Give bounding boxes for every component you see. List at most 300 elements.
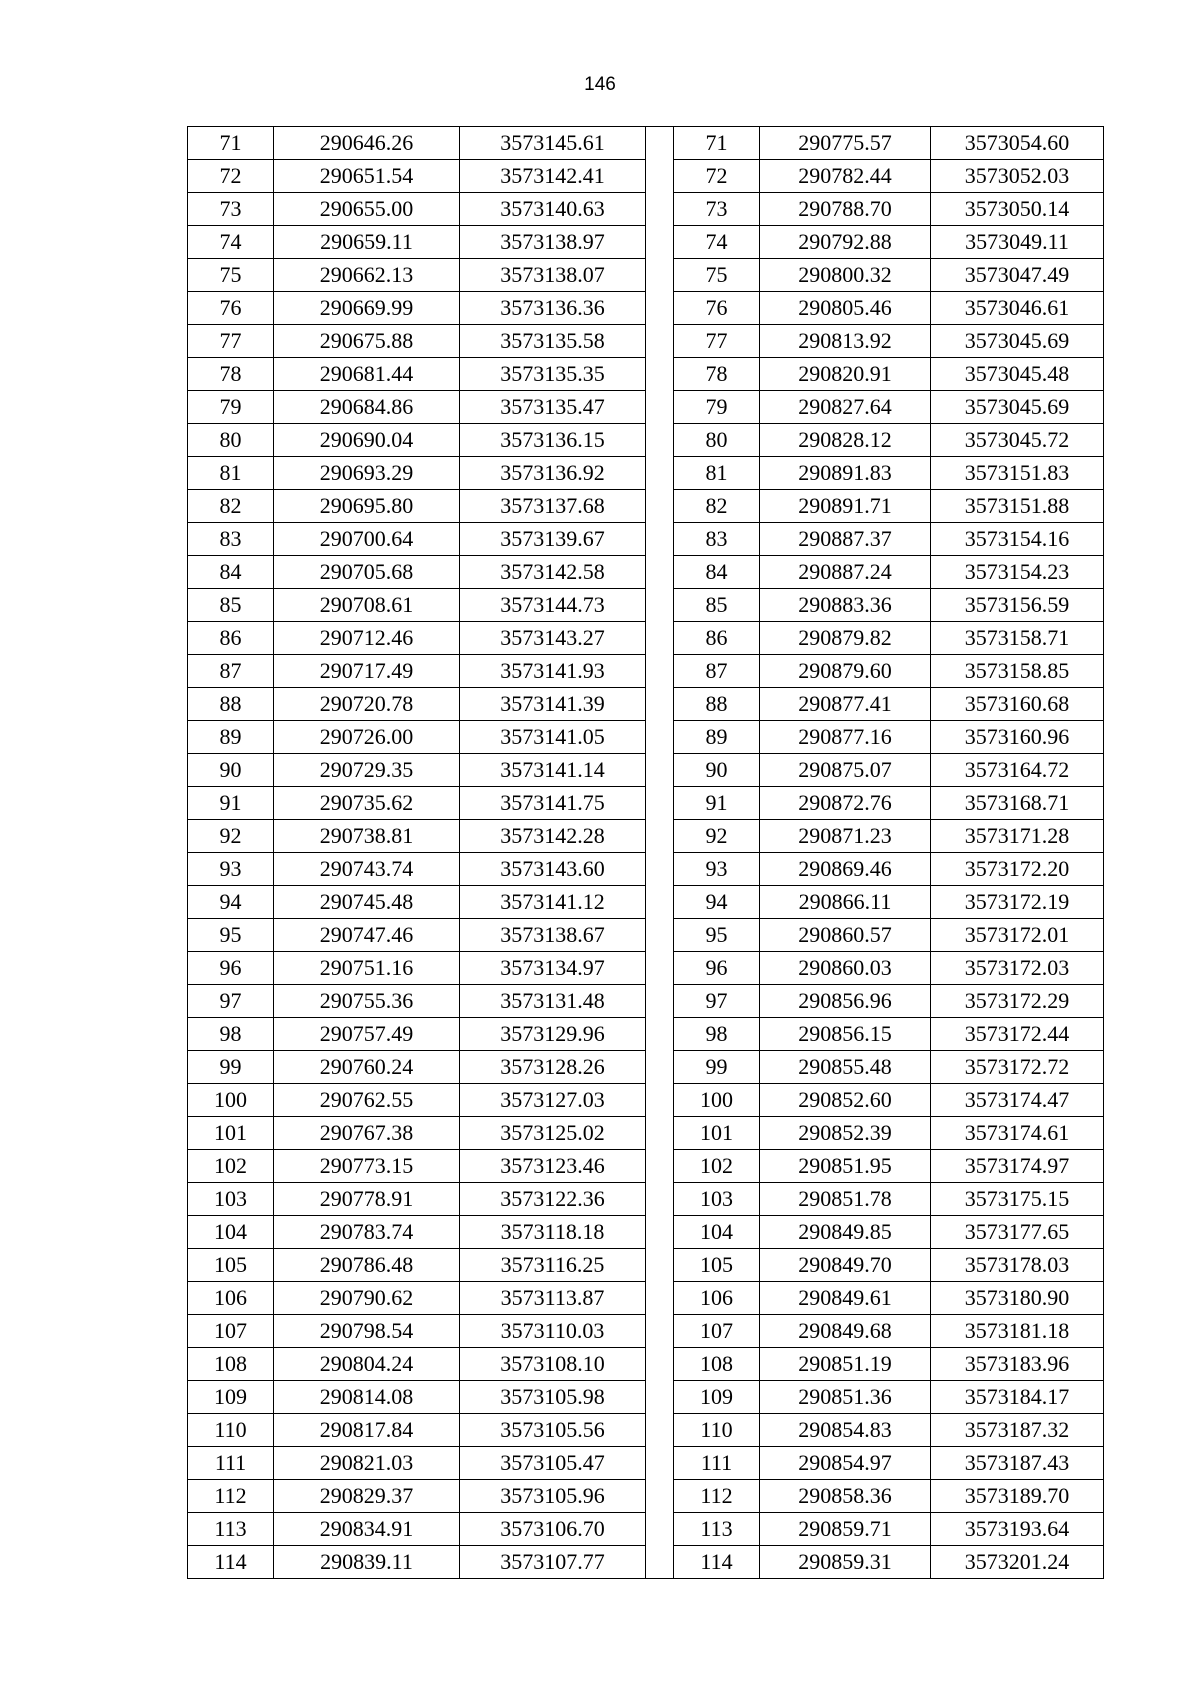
right-x-coordinate-cell: 290851.78 — [760, 1183, 931, 1216]
right-y-coordinate-cell: 3573172.03 — [931, 952, 1104, 985]
column-spacer — [646, 1249, 674, 1282]
table-row — [188, 325, 1104, 358]
left-point-number-cell: 111 — [188, 1447, 274, 1480]
right-x-coordinate-cell: 290855.48 — [760, 1051, 931, 1084]
right-point-number-cell: 108 — [674, 1348, 760, 1381]
table-row — [188, 919, 1104, 952]
left-point-number-cell: 89 — [188, 721, 274, 754]
table-row — [188, 754, 1104, 787]
left-y-coordinate-cell: 3573138.07 — [460, 259, 646, 292]
right-y-coordinate-cell: 3573175.15 — [931, 1183, 1104, 1216]
right-point-number-cell: 84 — [674, 556, 760, 589]
left-x-coordinate-cell: 290817.84 — [274, 1414, 460, 1447]
left-point-number-cell: 98 — [188, 1018, 274, 1051]
table-row — [188, 1084, 1104, 1117]
right-x-coordinate-cell: 290866.11 — [760, 886, 931, 919]
table-row — [188, 457, 1104, 490]
left-point-number-cell: 90 — [188, 754, 274, 787]
left-y-coordinate-cell: 3573107.77 — [460, 1546, 646, 1579]
right-y-coordinate-cell: 3573187.32 — [931, 1414, 1104, 1447]
table-row — [188, 589, 1104, 622]
left-x-coordinate-cell: 290755.36 — [274, 985, 460, 1018]
right-y-coordinate-cell: 3573172.29 — [931, 985, 1104, 1018]
left-y-coordinate-cell: 3573116.25 — [460, 1249, 646, 1282]
right-y-coordinate-cell: 3573156.59 — [931, 589, 1104, 622]
right-point-number-cell: 111 — [674, 1447, 760, 1480]
right-x-coordinate-cell: 290877.41 — [760, 688, 931, 721]
column-spacer — [646, 391, 674, 424]
left-point-number-cell: 99 — [188, 1051, 274, 1084]
right-x-coordinate-cell: 290871.23 — [760, 820, 931, 853]
column-spacer — [646, 589, 674, 622]
left-x-coordinate-cell: 290717.49 — [274, 655, 460, 688]
right-point-number-cell: 87 — [674, 655, 760, 688]
column-spacer — [646, 193, 674, 226]
left-y-coordinate-cell: 3573134.97 — [460, 952, 646, 985]
left-point-number-cell: 91 — [188, 787, 274, 820]
right-y-coordinate-cell: 3573158.85 — [931, 655, 1104, 688]
left-x-coordinate-cell: 290681.44 — [274, 358, 460, 391]
left-y-coordinate-cell: 3573141.14 — [460, 754, 646, 787]
right-y-coordinate-cell: 3573154.16 — [931, 523, 1104, 556]
left-x-coordinate-cell: 290675.88 — [274, 325, 460, 358]
column-spacer — [646, 457, 674, 490]
left-x-coordinate-cell: 290783.74 — [274, 1216, 460, 1249]
table-row — [188, 1117, 1104, 1150]
left-x-coordinate-cell: 290773.15 — [274, 1150, 460, 1183]
right-y-coordinate-cell: 3573178.03 — [931, 1249, 1104, 1282]
left-point-number-cell: 94 — [188, 886, 274, 919]
right-x-coordinate-cell: 290849.70 — [760, 1249, 931, 1282]
right-point-number-cell: 83 — [674, 523, 760, 556]
left-y-coordinate-cell: 3573135.35 — [460, 358, 646, 391]
left-x-coordinate-cell: 290786.48 — [274, 1249, 460, 1282]
left-x-coordinate-cell: 290834.91 — [274, 1513, 460, 1546]
left-y-coordinate-cell: 3573142.58 — [460, 556, 646, 589]
table-row — [188, 1216, 1104, 1249]
left-x-coordinate-cell: 290726.00 — [274, 721, 460, 754]
left-x-coordinate-cell: 290821.03 — [274, 1447, 460, 1480]
left-x-coordinate-cell: 290814.08 — [274, 1381, 460, 1414]
column-spacer — [646, 853, 674, 886]
left-y-coordinate-cell: 3573142.28 — [460, 820, 646, 853]
table-row — [188, 292, 1104, 325]
right-y-coordinate-cell: 3573045.69 — [931, 325, 1104, 358]
left-point-number-cell: 110 — [188, 1414, 274, 1447]
table-row — [188, 259, 1104, 292]
left-point-number-cell: 79 — [188, 391, 274, 424]
right-x-coordinate-cell: 290849.85 — [760, 1216, 931, 1249]
left-y-coordinate-cell: 3573131.48 — [460, 985, 646, 1018]
right-point-number-cell: 93 — [674, 853, 760, 886]
left-point-number-cell: 104 — [188, 1216, 274, 1249]
table-row — [188, 1018, 1104, 1051]
left-x-coordinate-cell: 290743.74 — [274, 853, 460, 886]
left-x-coordinate-cell: 290700.64 — [274, 523, 460, 556]
left-x-coordinate-cell: 290829.37 — [274, 1480, 460, 1513]
column-spacer — [646, 1480, 674, 1513]
right-x-coordinate-cell: 290775.57 — [760, 127, 931, 160]
right-y-coordinate-cell: 3573151.88 — [931, 490, 1104, 523]
right-point-number-cell: 109 — [674, 1381, 760, 1414]
column-spacer — [646, 1018, 674, 1051]
left-y-coordinate-cell: 3573105.56 — [460, 1414, 646, 1447]
right-point-number-cell: 79 — [674, 391, 760, 424]
table-row — [188, 1546, 1104, 1579]
left-y-coordinate-cell: 3573135.47 — [460, 391, 646, 424]
right-x-coordinate-cell: 290856.15 — [760, 1018, 931, 1051]
left-y-coordinate-cell: 3573127.03 — [460, 1084, 646, 1117]
right-point-number-cell: 71 — [674, 127, 760, 160]
left-y-coordinate-cell: 3573122.36 — [460, 1183, 646, 1216]
table-row — [188, 556, 1104, 589]
left-x-coordinate-cell: 290760.24 — [274, 1051, 460, 1084]
right-x-coordinate-cell: 290820.91 — [760, 358, 931, 391]
left-y-coordinate-cell: 3573129.96 — [460, 1018, 646, 1051]
left-y-coordinate-cell: 3573105.96 — [460, 1480, 646, 1513]
right-x-coordinate-cell: 290805.46 — [760, 292, 931, 325]
right-y-coordinate-cell: 3573201.24 — [931, 1546, 1104, 1579]
right-x-coordinate-cell: 290849.61 — [760, 1282, 931, 1315]
column-spacer — [646, 490, 674, 523]
left-y-coordinate-cell: 3573143.60 — [460, 853, 646, 886]
right-point-number-cell: 97 — [674, 985, 760, 1018]
right-y-coordinate-cell: 3573174.61 — [931, 1117, 1104, 1150]
right-y-coordinate-cell: 3573164.72 — [931, 754, 1104, 787]
right-point-number-cell: 88 — [674, 688, 760, 721]
table-row — [188, 1150, 1104, 1183]
right-x-coordinate-cell: 290856.96 — [760, 985, 931, 1018]
column-spacer — [646, 1447, 674, 1480]
right-point-number-cell: 112 — [674, 1480, 760, 1513]
left-point-number-cell: 109 — [188, 1381, 274, 1414]
left-x-coordinate-cell: 290651.54 — [274, 160, 460, 193]
left-x-coordinate-cell: 290790.62 — [274, 1282, 460, 1315]
right-point-number-cell: 105 — [674, 1249, 760, 1282]
left-point-number-cell: 78 — [188, 358, 274, 391]
left-y-coordinate-cell: 3573123.46 — [460, 1150, 646, 1183]
right-point-number-cell: 91 — [674, 787, 760, 820]
left-y-coordinate-cell: 3573141.75 — [460, 787, 646, 820]
right-x-coordinate-cell: 290887.24 — [760, 556, 931, 589]
left-x-coordinate-cell: 290695.80 — [274, 490, 460, 523]
column-spacer — [646, 160, 674, 193]
right-point-number-cell: 72 — [674, 160, 760, 193]
left-point-number-cell: 112 — [188, 1480, 274, 1513]
page-number: 146 — [584, 74, 616, 95]
right-point-number-cell: 81 — [674, 457, 760, 490]
right-y-coordinate-cell: 3573174.47 — [931, 1084, 1104, 1117]
column-spacer — [646, 721, 674, 754]
column-spacer — [646, 1117, 674, 1150]
column-spacer — [646, 556, 674, 589]
column-spacer — [646, 523, 674, 556]
left-y-coordinate-cell: 3573143.27 — [460, 622, 646, 655]
column-spacer — [646, 127, 674, 160]
right-x-coordinate-cell: 290800.32 — [760, 259, 931, 292]
right-y-coordinate-cell: 3573160.68 — [931, 688, 1104, 721]
left-y-coordinate-cell: 3573144.73 — [460, 589, 646, 622]
right-point-number-cell: 104 — [674, 1216, 760, 1249]
coordinates-table-body — [188, 127, 1104, 1579]
column-spacer — [646, 1216, 674, 1249]
right-y-coordinate-cell: 3573183.96 — [931, 1348, 1104, 1381]
left-y-coordinate-cell: 3573135.58 — [460, 325, 646, 358]
left-x-coordinate-cell: 290735.62 — [274, 787, 460, 820]
right-y-coordinate-cell: 3573172.19 — [931, 886, 1104, 919]
right-x-coordinate-cell: 290852.39 — [760, 1117, 931, 1150]
left-x-coordinate-cell: 290729.35 — [274, 754, 460, 787]
left-y-coordinate-cell: 3573141.12 — [460, 886, 646, 919]
left-x-coordinate-cell: 290659.11 — [274, 226, 460, 259]
left-point-number-cell: 85 — [188, 589, 274, 622]
left-x-coordinate-cell: 290669.99 — [274, 292, 460, 325]
right-y-coordinate-cell: 3573160.96 — [931, 721, 1104, 754]
table-row — [188, 688, 1104, 721]
right-point-number-cell: 106 — [674, 1282, 760, 1315]
column-spacer — [646, 1546, 674, 1579]
table-row — [188, 1282, 1104, 1315]
left-point-number-cell: 75 — [188, 259, 274, 292]
right-y-coordinate-cell: 3573180.90 — [931, 1282, 1104, 1315]
left-x-coordinate-cell: 290662.13 — [274, 259, 460, 292]
right-y-coordinate-cell: 3573052.03 — [931, 160, 1104, 193]
right-x-coordinate-cell: 290879.82 — [760, 622, 931, 655]
right-point-number-cell: 94 — [674, 886, 760, 919]
left-x-coordinate-cell: 290690.04 — [274, 424, 460, 457]
column-spacer — [646, 688, 674, 721]
table-row — [188, 622, 1104, 655]
right-x-coordinate-cell: 290854.83 — [760, 1414, 931, 1447]
left-point-number-cell: 95 — [188, 919, 274, 952]
left-point-number-cell: 105 — [188, 1249, 274, 1282]
left-point-number-cell: 83 — [188, 523, 274, 556]
table-row — [188, 1381, 1104, 1414]
right-x-coordinate-cell: 290869.46 — [760, 853, 931, 886]
column-spacer — [646, 1348, 674, 1381]
right-y-coordinate-cell: 3573046.61 — [931, 292, 1104, 325]
right-point-number-cell: 103 — [674, 1183, 760, 1216]
left-x-coordinate-cell: 290693.29 — [274, 457, 460, 490]
right-point-number-cell: 76 — [674, 292, 760, 325]
right-x-coordinate-cell: 290813.92 — [760, 325, 931, 358]
right-point-number-cell: 102 — [674, 1150, 760, 1183]
column-spacer — [646, 787, 674, 820]
left-point-number-cell: 101 — [188, 1117, 274, 1150]
left-point-number-cell: 87 — [188, 655, 274, 688]
left-y-coordinate-cell: 3573145.61 — [460, 127, 646, 160]
right-x-coordinate-cell: 290827.64 — [760, 391, 931, 424]
column-spacer — [646, 358, 674, 391]
right-point-number-cell: 74 — [674, 226, 760, 259]
table-row — [188, 1414, 1104, 1447]
right-point-number-cell: 90 — [674, 754, 760, 787]
right-y-coordinate-cell: 3573049.11 — [931, 226, 1104, 259]
left-x-coordinate-cell: 290767.38 — [274, 1117, 460, 1150]
left-x-coordinate-cell: 290738.81 — [274, 820, 460, 853]
left-point-number-cell: 107 — [188, 1315, 274, 1348]
table-row — [188, 160, 1104, 193]
left-point-number-cell: 114 — [188, 1546, 274, 1579]
right-x-coordinate-cell: 290792.88 — [760, 226, 931, 259]
column-spacer — [646, 622, 674, 655]
right-point-number-cell: 101 — [674, 1117, 760, 1150]
left-point-number-cell: 102 — [188, 1150, 274, 1183]
right-y-coordinate-cell: 3573174.97 — [931, 1150, 1104, 1183]
column-spacer — [646, 325, 674, 358]
left-x-coordinate-cell: 290798.54 — [274, 1315, 460, 1348]
column-spacer — [646, 424, 674, 457]
right-y-coordinate-cell: 3573189.70 — [931, 1480, 1104, 1513]
left-point-number-cell: 82 — [188, 490, 274, 523]
left-x-coordinate-cell: 290720.78 — [274, 688, 460, 721]
column-spacer — [646, 919, 674, 952]
right-y-coordinate-cell: 3573045.69 — [931, 391, 1104, 424]
left-y-coordinate-cell: 3573138.97 — [460, 226, 646, 259]
table-row — [188, 985, 1104, 1018]
table-row — [188, 1249, 1104, 1282]
right-y-coordinate-cell: 3573047.49 — [931, 259, 1104, 292]
right-y-coordinate-cell: 3573172.01 — [931, 919, 1104, 952]
right-y-coordinate-cell: 3573050.14 — [931, 193, 1104, 226]
table-row — [188, 1480, 1104, 1513]
right-point-number-cell: 86 — [674, 622, 760, 655]
left-y-coordinate-cell: 3573136.15 — [460, 424, 646, 457]
right-point-number-cell: 110 — [674, 1414, 760, 1447]
column-spacer — [646, 1183, 674, 1216]
table-row — [188, 655, 1104, 688]
left-x-coordinate-cell: 290708.61 — [274, 589, 460, 622]
left-x-coordinate-cell: 290712.46 — [274, 622, 460, 655]
column-spacer — [646, 985, 674, 1018]
left-x-coordinate-cell: 290751.16 — [274, 952, 460, 985]
left-point-number-cell: 77 — [188, 325, 274, 358]
coordinates-table — [187, 126, 1104, 1579]
table-row — [188, 193, 1104, 226]
right-point-number-cell: 73 — [674, 193, 760, 226]
table-row — [188, 820, 1104, 853]
right-point-number-cell: 107 — [674, 1315, 760, 1348]
left-point-number-cell: 108 — [188, 1348, 274, 1381]
left-y-coordinate-cell: 3573141.93 — [460, 655, 646, 688]
table-row — [188, 886, 1104, 919]
table-row — [188, 424, 1104, 457]
column-spacer — [646, 259, 674, 292]
left-y-coordinate-cell: 3573136.92 — [460, 457, 646, 490]
table-row — [188, 1513, 1104, 1546]
right-x-coordinate-cell: 290851.19 — [760, 1348, 931, 1381]
column-spacer — [646, 226, 674, 259]
left-point-number-cell: 113 — [188, 1513, 274, 1546]
column-spacer — [646, 754, 674, 787]
table-row — [188, 853, 1104, 886]
left-y-coordinate-cell: 3573142.41 — [460, 160, 646, 193]
right-y-coordinate-cell: 3573054.60 — [931, 127, 1104, 160]
right-x-coordinate-cell: 290891.83 — [760, 457, 931, 490]
right-point-number-cell: 99 — [674, 1051, 760, 1084]
right-y-coordinate-cell: 3573187.43 — [931, 1447, 1104, 1480]
left-point-number-cell: 97 — [188, 985, 274, 1018]
left-x-coordinate-cell: 290762.55 — [274, 1084, 460, 1117]
right-y-coordinate-cell: 3573184.17 — [931, 1381, 1104, 1414]
left-x-coordinate-cell: 290705.68 — [274, 556, 460, 589]
left-point-number-cell: 72 — [188, 160, 274, 193]
right-x-coordinate-cell: 290854.97 — [760, 1447, 931, 1480]
left-point-number-cell: 103 — [188, 1183, 274, 1216]
left-y-coordinate-cell: 3573139.67 — [460, 523, 646, 556]
left-y-coordinate-cell: 3573136.36 — [460, 292, 646, 325]
column-spacer — [646, 1051, 674, 1084]
left-x-coordinate-cell: 290684.86 — [274, 391, 460, 424]
right-x-coordinate-cell: 290872.76 — [760, 787, 931, 820]
right-x-coordinate-cell: 290879.60 — [760, 655, 931, 688]
right-x-coordinate-cell: 290849.68 — [760, 1315, 931, 1348]
left-point-number-cell: 96 — [188, 952, 274, 985]
table-row — [188, 127, 1104, 160]
table-row — [188, 1348, 1104, 1381]
left-y-coordinate-cell: 3573138.67 — [460, 919, 646, 952]
left-y-coordinate-cell: 3573128.26 — [460, 1051, 646, 1084]
left-x-coordinate-cell: 290747.46 — [274, 919, 460, 952]
left-point-number-cell: 71 — [188, 127, 274, 160]
left-y-coordinate-cell: 3573108.10 — [460, 1348, 646, 1381]
right-x-coordinate-cell: 290859.31 — [760, 1546, 931, 1579]
left-point-number-cell: 88 — [188, 688, 274, 721]
right-x-coordinate-cell: 290859.71 — [760, 1513, 931, 1546]
right-point-number-cell: 113 — [674, 1513, 760, 1546]
column-spacer — [646, 1513, 674, 1546]
right-x-coordinate-cell: 290875.07 — [760, 754, 931, 787]
left-y-coordinate-cell: 3573118.18 — [460, 1216, 646, 1249]
table-row — [188, 523, 1104, 556]
right-y-coordinate-cell: 3573154.23 — [931, 556, 1104, 589]
right-x-coordinate-cell: 290788.70 — [760, 193, 931, 226]
right-y-coordinate-cell: 3573172.72 — [931, 1051, 1104, 1084]
table-row — [188, 1315, 1104, 1348]
left-x-coordinate-cell: 290839.11 — [274, 1546, 460, 1579]
right-x-coordinate-cell: 290887.37 — [760, 523, 931, 556]
right-x-coordinate-cell: 290782.44 — [760, 160, 931, 193]
left-x-coordinate-cell: 290804.24 — [274, 1348, 460, 1381]
column-spacer — [646, 1150, 674, 1183]
right-x-coordinate-cell: 290860.57 — [760, 919, 931, 952]
right-x-coordinate-cell: 290858.36 — [760, 1480, 931, 1513]
right-y-coordinate-cell: 3573172.44 — [931, 1018, 1104, 1051]
right-point-number-cell: 82 — [674, 490, 760, 523]
table-row — [188, 391, 1104, 424]
left-y-coordinate-cell: 3573113.87 — [460, 1282, 646, 1315]
right-y-coordinate-cell: 3573045.48 — [931, 358, 1104, 391]
left-y-coordinate-cell: 3573110.03 — [460, 1315, 646, 1348]
right-point-number-cell: 80 — [674, 424, 760, 457]
right-x-coordinate-cell: 290860.03 — [760, 952, 931, 985]
column-spacer — [646, 1414, 674, 1447]
table-row — [188, 1183, 1104, 1216]
right-y-coordinate-cell: 3573193.64 — [931, 1513, 1104, 1546]
right-point-number-cell: 114 — [674, 1546, 760, 1579]
left-point-number-cell: 106 — [188, 1282, 274, 1315]
left-y-coordinate-cell: 3573125.02 — [460, 1117, 646, 1150]
left-point-number-cell: 81 — [188, 457, 274, 490]
right-x-coordinate-cell: 290851.36 — [760, 1381, 931, 1414]
right-y-coordinate-cell: 3573158.71 — [931, 622, 1104, 655]
right-point-number-cell: 92 — [674, 820, 760, 853]
left-y-coordinate-cell: 3573141.39 — [460, 688, 646, 721]
left-x-coordinate-cell: 290646.26 — [274, 127, 460, 160]
left-point-number-cell: 84 — [188, 556, 274, 589]
right-point-number-cell: 98 — [674, 1018, 760, 1051]
right-x-coordinate-cell: 290852.60 — [760, 1084, 931, 1117]
